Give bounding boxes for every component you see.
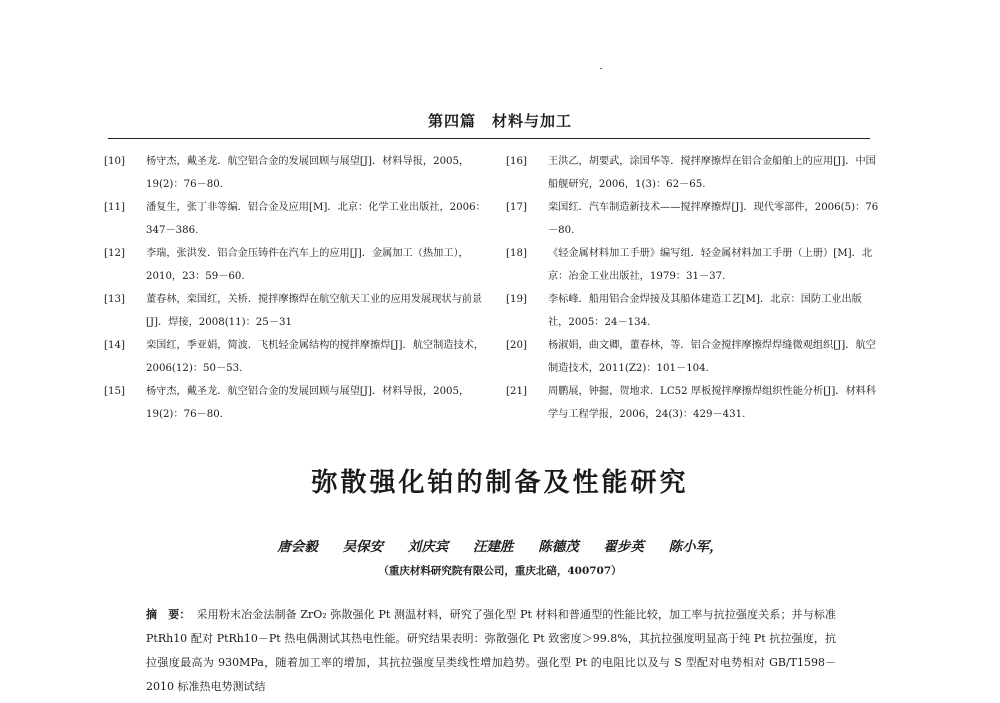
reference-item xyxy=(104,380,488,426)
reference-text: 栾国红，季亚娟，简波．飞机轻金属结构的搅拌摩擦焊[J]．航空制造技术，2006(12)：50－53. xyxy=(146,340,485,374)
references-right-column xyxy=(506,150,880,426)
reference-number: [17] xyxy=(506,202,527,213)
reference-text: 董春林，栾国红，关桥．搅拌摩擦焊在航空航天工业的应用发展现状与前景[J]．焊接，2008(11)：25－31 xyxy=(146,294,483,328)
paper-title: 弥散强化铂的制备及性能研究 xyxy=(311,468,689,498)
reference-text: 李标峰．船用铝合金焊接及其船体建造工艺[M]．北京：国防工业出版社，2005：24－134. xyxy=(548,294,862,328)
reference-item xyxy=(506,196,880,242)
author-name: 汪建胜 xyxy=(473,539,514,555)
scan-speck xyxy=(600,68,602,69)
author-name: 刘庆宾 xyxy=(407,539,449,555)
reference-item xyxy=(506,242,880,288)
reference-number: [15] xyxy=(104,386,125,397)
section-header-title: 第四篇 材料与加工 xyxy=(427,112,572,130)
reference-item xyxy=(506,380,880,426)
author-name: 唐会毅 xyxy=(277,539,318,555)
reference-number: [20] xyxy=(506,340,527,351)
author-list xyxy=(0,535,1000,555)
reference-item xyxy=(506,150,880,196)
reference-number: [11] xyxy=(104,202,125,213)
reference-number: [18] xyxy=(506,248,527,259)
reference-item xyxy=(506,334,880,380)
reference-item xyxy=(104,196,488,242)
abstract-text: 采用粉末冶金法制备 ZrO₂ 弥散强化 Pt 测温材料，研究了强化型 Pt 材料和普通型的性能比较，加工率与抗拉强度关系；并与标准 PtRh10 配对 PtRh10－Pt 热电偶测试其热电性能。研究结果表明：弥散强化 Pt 致密度＞99.8%，其抗拉强度明显高于纯 Pt 抗拉强度，抗拉强度最高为 930MPa，随着加工率的增加，其抗拉强度呈类线性增加趋势。强化型 Pt 的电阻比以及与 S 型配对电势相对 GB/T1598－2010 标准热电势测试结 xyxy=(146,608,837,693)
reference-number: [14] xyxy=(104,340,125,351)
reference-item xyxy=(104,334,488,380)
author-name: 陈小军， xyxy=(668,539,723,555)
reference-number: [10] xyxy=(104,156,125,167)
reference-text: 杨淑娟，曲文卿，董春林，等．铝合金搅拌摩擦焊焊缝微观组织[J]．航空制造技术，2011(Z2)：101－104. xyxy=(548,340,876,374)
reference-item xyxy=(506,288,880,334)
reference-text: 王洪乙，胡要武，涂国华等．搅拌摩擦焊在铝合金船舶上的应用[J]．中国船舰研究，2006，1(3)：62－65. xyxy=(548,156,876,190)
reference-number: [13] xyxy=(104,294,125,305)
abstract-label: 摘 要： xyxy=(146,608,191,621)
reference-number: [19] xyxy=(506,294,527,305)
reference-text: 《轻金属材料加工手册》编写组．轻金属材料加工手册（上册）[M]．北京：冶金工业出版社，1979：31－37. xyxy=(548,248,873,282)
abstract xyxy=(146,603,836,699)
author-name: 陈德茂 xyxy=(538,539,579,555)
author-name: 翟步英 xyxy=(603,539,644,555)
reference-item xyxy=(104,242,488,288)
reference-number: [12] xyxy=(104,248,125,259)
reference-item xyxy=(104,150,488,196)
header-rule xyxy=(108,138,870,139)
reference-text: 杨守杰，戴圣龙．航空铝合金的发展回顾与展望[J]．材料导报，2005，19(2)：76－80. xyxy=(146,386,470,420)
reference-text: 潘复生，张丁非等编．铝合金及应用[M]．北京：化学工业出版社，2006：347－386. xyxy=(146,202,486,236)
reference-text: 杨守杰，戴圣龙．航空铝合金的发展回顾与展望[J]．材料导报，2005，19(2)：76－80. xyxy=(146,156,470,190)
reference-text: 栾国红．汽车制造新技术——搅拌摩擦焊[J]．现代零部件，2006(5)：76－80. xyxy=(548,202,879,236)
references-left-column xyxy=(104,150,488,426)
reference-number: [21] xyxy=(506,386,527,397)
author-name: 吴保安 xyxy=(342,539,384,555)
author-affiliation: （重庆材料研究院有限公司，重庆北碚，400707） xyxy=(378,565,622,577)
reference-text: 李瑞，张洪发．铝合金压铸件在汽车上的应用[J]．金属加工（热加工），2010，23：59－60. xyxy=(146,248,469,282)
reference-text: 周鹏展，钟掘，贺地求．LC52 厚板搅拌摩擦焊组织性能分析[J]．材料科学与工程学报，2006，24(3)：429－431. xyxy=(548,386,877,420)
reference-number: [16] xyxy=(506,156,527,167)
reference-item xyxy=(104,288,488,334)
